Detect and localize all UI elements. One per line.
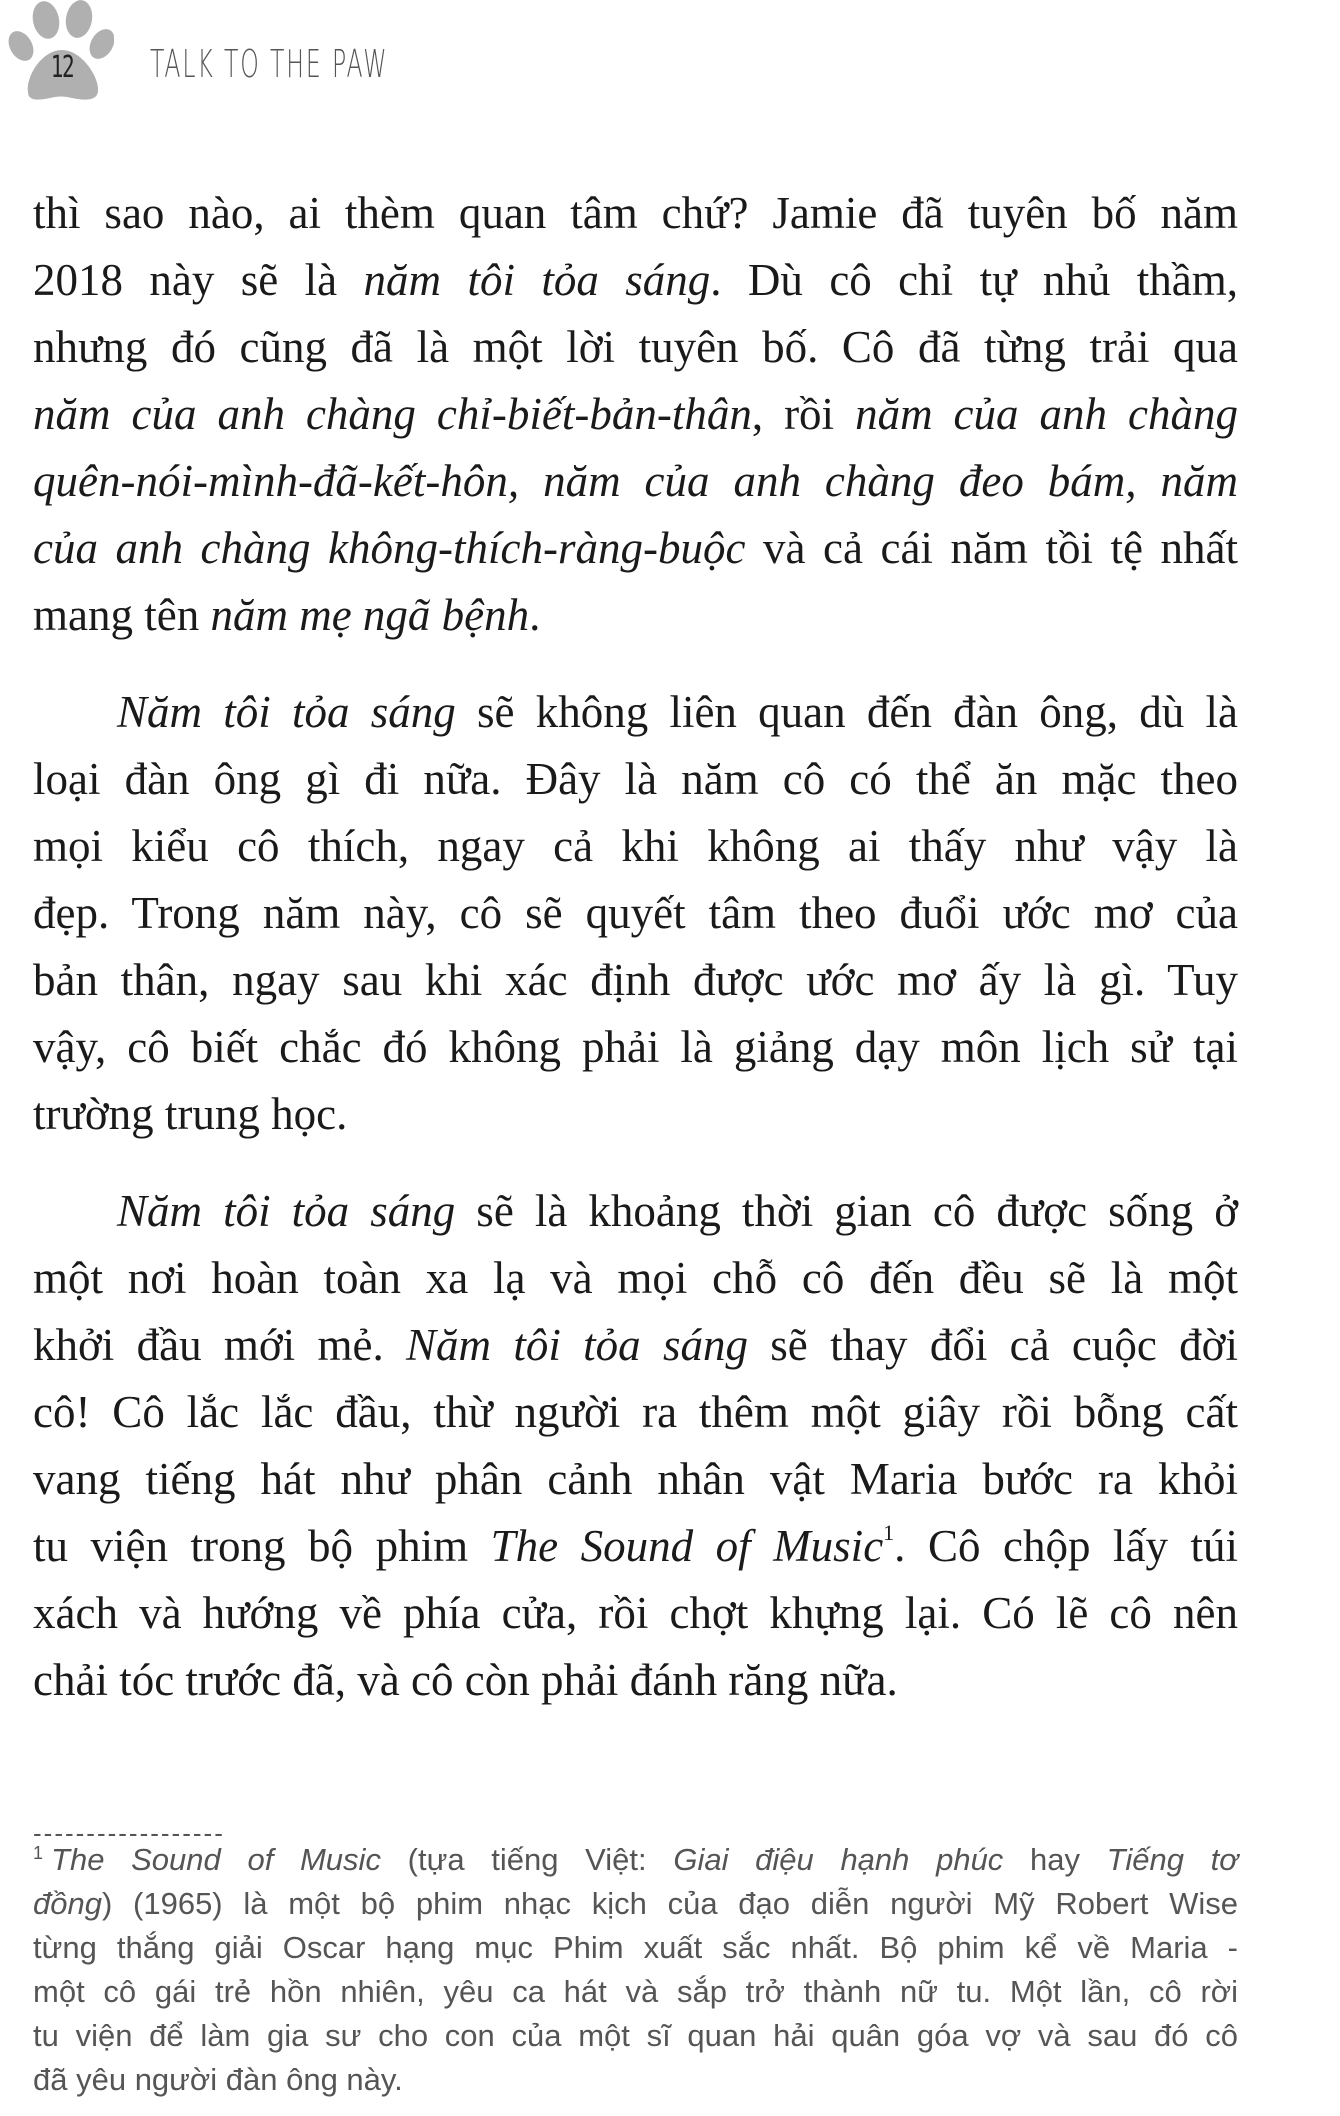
text-line bbox=[33, 1081, 1238, 1148]
text-line bbox=[33, 880, 1238, 947]
italic-text: Năm tôi tỏa sáng bbox=[117, 1186, 456, 1236]
text-line bbox=[33, 180, 1238, 247]
text-run: đẹp. Trong năm này, cô sẽ quyết tâm theo đuổi ước mơ của bbox=[33, 888, 1238, 938]
text-line bbox=[33, 1379, 1238, 1446]
text-run: tu viện trong bộ phim bbox=[33, 1521, 491, 1571]
footnote-line bbox=[33, 2014, 1238, 2058]
paragraph bbox=[33, 180, 1238, 649]
text-line bbox=[33, 247, 1238, 314]
text-run: sẽ thay đổi cả cuộc đời bbox=[747, 1320, 1238, 1370]
text-run: hay bbox=[1003, 1842, 1107, 1877]
text-run: từng thắng giải Oscar hạng mục Phim xuất sắc nhất. Bộ phim kể về Maria - bbox=[33, 1930, 1238, 1965]
text-line bbox=[33, 679, 1238, 746]
italic-text: năm của anh chàng chỉ-biết-bản-thân bbox=[33, 389, 752, 439]
text-run: và cả cái năm tồi tệ nhất bbox=[745, 523, 1238, 573]
text-line bbox=[33, 746, 1238, 813]
footnote-line bbox=[33, 1838, 1238, 1882]
text-run: 2018 này sẽ là bbox=[33, 255, 364, 305]
text-run: bản thân, ngay sau khi xác định được ước mơ ấy là gì. Tuy bbox=[33, 955, 1238, 1005]
text-run: mọi kiểu cô thích, ngay cả khi không ai thấy như vậy là bbox=[33, 821, 1238, 871]
text-run: một cô gái trẻ hồn nhiên, yêu ca hát và sắp trở thành nữ tu. Một lần, cô rời bbox=[33, 1974, 1238, 2009]
text-run: . Dù cô chỉ tự nhủ thầm, bbox=[710, 255, 1238, 305]
text-run: loại đàn ông gì đi nữa. Đây là năm cô có thể ăn mặc theo bbox=[33, 754, 1238, 804]
text-line bbox=[33, 1245, 1238, 1312]
text-line bbox=[33, 515, 1238, 582]
text-line bbox=[33, 1513, 1238, 1580]
body-text bbox=[33, 180, 1238, 1714]
text-run: ) (1965) là một bộ phim nhạc kịch của đạo diễn người Mỹ Robert Wise bbox=[101, 1886, 1238, 1921]
italic-text: đồng bbox=[33, 1886, 102, 1921]
text-run: xách và hướng về phía cửa, rồi chợt khựng lại. Có lẽ cô nên bbox=[33, 1588, 1238, 1638]
text-run: (tựa tiếng Việt: bbox=[380, 1842, 674, 1877]
text-run: nhưng đó cũng đã là một lời tuyên bố. Cô đã từng trải qua bbox=[33, 322, 1238, 372]
text-run: chải tóc trước đã, và cô còn phải đánh răng nữa. bbox=[33, 1655, 898, 1705]
text-run: . Cô chộp lấy túi bbox=[894, 1521, 1238, 1571]
footnote-number: 1 bbox=[33, 1843, 44, 1863]
text-line bbox=[33, 1647, 1238, 1714]
text-run: , rồi bbox=[751, 389, 856, 439]
footnote-line bbox=[33, 2058, 1238, 2102]
text-run: . bbox=[529, 590, 541, 640]
footnote-line bbox=[33, 1882, 1238, 1926]
text-run: thì sao nào, ai thèm quan tâm chứ? Jamie đã tuyên bố năm bbox=[33, 188, 1238, 238]
italic-text: The Sound of Music bbox=[490, 1521, 884, 1571]
text-run: đã yêu người đàn ông này. bbox=[33, 2062, 403, 2097]
page-number: 12 bbox=[50, 50, 74, 85]
italic-text: năm mẹ ngã bệnh bbox=[210, 590, 530, 640]
italic-text: Năm tôi tỏa sáng bbox=[406, 1320, 748, 1370]
italic-text: của anh chàng không-thích-ràng-buộc bbox=[33, 523, 746, 573]
text-line bbox=[33, 813, 1238, 880]
text-run: mang tên bbox=[33, 590, 211, 640]
text-run: tu viện để làm gia sư cho con của một sĩ quan hải quân góa vợ và sau đó cô bbox=[33, 2018, 1238, 2053]
text-run: trường trung học. bbox=[33, 1089, 348, 1139]
text-run: khởi đầu mới mẻ. bbox=[33, 1320, 407, 1370]
text-line bbox=[33, 314, 1238, 381]
text-run: vang tiếng hát như phân cảnh nhân vật Maria bước ra khỏi bbox=[33, 1454, 1238, 1504]
footnote-ref: 1 bbox=[883, 1520, 895, 1545]
text-line bbox=[33, 1178, 1238, 1245]
text-line bbox=[33, 1014, 1238, 1081]
text-line bbox=[33, 1580, 1238, 1647]
italic-text: năm của anh chàng bbox=[855, 389, 1238, 439]
footnote-divider: ------------------ bbox=[33, 1818, 225, 1848]
footnote bbox=[33, 1838, 1238, 2102]
text-line bbox=[33, 582, 1238, 649]
text-run: sẽ không liên quan đến đàn ông, dù là bbox=[455, 687, 1238, 737]
paragraph bbox=[33, 1178, 1238, 1714]
paragraph bbox=[33, 679, 1238, 1148]
text-run: sẽ là khoảng thời gian cô được sống ở bbox=[455, 1186, 1238, 1236]
italic-text: Năm tôi tỏa sáng bbox=[117, 687, 456, 737]
text-run: một nơi hoàn toàn xa lạ và mọi chỗ cô đến đều sẽ là một bbox=[33, 1253, 1238, 1303]
footnote-line bbox=[33, 1970, 1238, 2014]
italic-text: The Sound of Music bbox=[51, 1842, 381, 1877]
text-line bbox=[33, 1446, 1238, 1513]
text-run: vậy, cô biết chắc đó không phải là giảng dạy môn lịch sử tại bbox=[33, 1022, 1238, 1072]
text-line bbox=[33, 947, 1238, 1014]
footnote-line bbox=[33, 1926, 1238, 1970]
text-line bbox=[33, 448, 1238, 515]
italic-text: quên-nói-mình-đã-kết-hôn, năm của anh chàng đeo bám, năm bbox=[33, 456, 1238, 506]
italic-text: Tiếng tơ bbox=[1106, 1842, 1238, 1877]
running-title: TALK TO THE PAW bbox=[150, 42, 389, 86]
italic-text: năm tôi tỏa sáng bbox=[363, 255, 711, 305]
italic-text: Giai điệu hạnh phúc bbox=[673, 1842, 1004, 1877]
text-line bbox=[33, 381, 1238, 448]
text-line bbox=[33, 1312, 1238, 1379]
text-run: cô! Cô lắc lắc đầu, thừ người ra thêm một giây rồi bỗng cất bbox=[33, 1387, 1238, 1437]
